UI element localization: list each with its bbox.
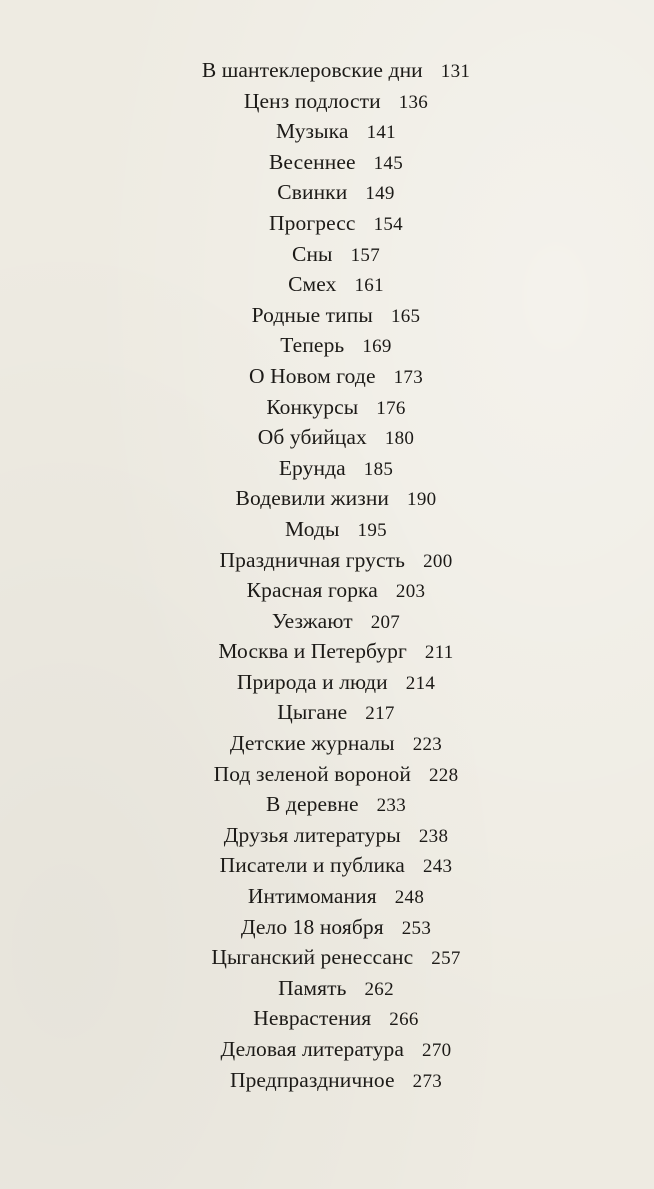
- toc-entry-page-number: 223: [412, 734, 443, 756]
- toc-entry-page-number: 262: [364, 978, 394, 1000]
- toc-entry: [9, 422, 654, 453]
- toc-entry: [9, 300, 654, 331]
- toc-entry: [9, 392, 654, 423]
- toc-entry-page-number: 238: [418, 825, 449, 847]
- toc-entry-title: Ценз подлости: [243, 88, 381, 113]
- toc-entry-title: Москва и Петербург: [218, 639, 407, 664]
- toc-entry-title: Предпраздничное: [229, 1067, 395, 1092]
- toc-entry-page-number: 145: [373, 152, 404, 174]
- toc-entry: [9, 759, 654, 790]
- toc-entry: [9, 575, 654, 606]
- toc-entry-title: Моды: [285, 516, 340, 541]
- toc-entry-title: Свинки: [277, 180, 348, 205]
- toc-entry: [9, 820, 654, 851]
- table-of-contents: [0, 55, 654, 1095]
- toc-entry: [9, 697, 654, 728]
- toc-entry-page-number: 203: [395, 581, 426, 603]
- toc-entry-title: Весеннее: [268, 149, 356, 174]
- toc-entry-title: Неврастения: [253, 1006, 372, 1031]
- toc-entry-title: Праздничная грусть: [219, 547, 406, 572]
- toc-entry: [9, 973, 654, 1004]
- toc-entry-page-number: 195: [357, 519, 387, 541]
- toc-entry-title: Друзья литературы: [223, 822, 401, 847]
- toc-entry-title: Прогресс: [269, 210, 356, 235]
- toc-entry-page-number: 233: [376, 795, 406, 817]
- toc-entry: [9, 86, 654, 117]
- toc-entry-title: Цыганский ренессанс: [211, 945, 414, 970]
- toc-entry: [9, 667, 654, 698]
- toc-entry-page-number: 248: [394, 887, 425, 909]
- toc-entry-title: Детские журналы: [229, 731, 395, 756]
- toc-entry-title: Сны: [292, 241, 333, 266]
- toc-entry-title: Теперь: [280, 333, 345, 358]
- toc-entry-page-number: 214: [405, 672, 436, 694]
- toc-entry-page-number: 149: [365, 183, 395, 205]
- toc-entry: [9, 850, 654, 881]
- toc-entry: [9, 116, 654, 147]
- toc-entry: [9, 239, 654, 270]
- toc-entry: [9, 514, 654, 545]
- toc-entry-title: В шантеклеровские дни: [201, 58, 423, 82]
- toc-entry-title: Интимомания: [247, 884, 377, 909]
- toc-entry: [9, 483, 654, 514]
- toc-entry-title: Водевили жизни: [235, 486, 390, 511]
- toc-entry: [9, 147, 654, 178]
- toc-entry-title: Конкурсы: [266, 394, 359, 419]
- toc-entry-page-number: 270: [422, 1040, 452, 1061]
- toc-entry: [9, 269, 654, 300]
- toc-entry-page-number: 217: [365, 703, 395, 725]
- toc-entry: [9, 208, 654, 239]
- toc-entry-page-number: 176: [376, 397, 406, 419]
- toc-entry-title: Красная горка: [246, 578, 378, 603]
- toc-entry: [9, 881, 654, 912]
- toc-entry-page-number: 253: [401, 917, 432, 939]
- toc-entry-title: Смех: [288, 272, 337, 297]
- toc-entry-page-number: 257: [431, 948, 461, 970]
- toc-entry: [9, 545, 654, 576]
- toc-entry-page-number: 207: [370, 611, 401, 633]
- toc-entry-title: Дело 18 ноября: [240, 914, 384, 939]
- toc-entry-title: В деревне: [266, 792, 359, 817]
- toc-entry-page-number: 266: [389, 1009, 419, 1031]
- toc-entry-title: О Новом годе: [248, 363, 376, 388]
- toc-entry-page-number: 131: [440, 61, 471, 82]
- toc-entry-title: Под зеленой вороной: [213, 761, 411, 786]
- toc-entry-page-number: 243: [422, 856, 453, 878]
- toc-entry-page-number: 180: [384, 428, 415, 450]
- toc-entry-page-number: 211: [424, 642, 454, 664]
- toc-entry-title: Природа и люди: [236, 669, 388, 694]
- toc-entry-title: Уезжают: [271, 608, 353, 633]
- toc-entry-page-number: 173: [393, 366, 423, 388]
- toc-entry-page-number: 165: [390, 305, 421, 327]
- toc-entry: [9, 1065, 654, 1096]
- toc-entry: [9, 453, 654, 484]
- toc-entry-page-number: 200: [423, 550, 453, 572]
- toc-entry-title: Родные типы: [251, 302, 373, 327]
- toc-entry-title: Память: [278, 975, 347, 1000]
- toc-entry-page-number: 228: [428, 764, 459, 786]
- toc-entry: [9, 177, 654, 208]
- toc-entry: [9, 361, 654, 392]
- toc-entry-page-number: 169: [362, 336, 392, 358]
- toc-entry-page-number: 154: [373, 213, 403, 235]
- toc-entry-title: Ерунда: [278, 455, 346, 480]
- toc-entry-page-number: 273: [412, 1070, 443, 1092]
- toc-entry-page-number: 136: [398, 91, 429, 113]
- toc-entry: [9, 55, 654, 86]
- toc-entry: [9, 606, 654, 637]
- toc-entry-title: Писатели и публика: [219, 853, 405, 878]
- toc-entry: [9, 728, 654, 759]
- toc-entry-page-number: 157: [350, 244, 380, 266]
- toc-entry-page-number: 161: [354, 275, 384, 297]
- toc-entry: [9, 912, 654, 943]
- toc-entry: [9, 1034, 654, 1065]
- toc-entry: [9, 789, 654, 820]
- toc-entry-title: Музыка: [276, 119, 349, 144]
- toc-entry-title: Цыгане: [277, 700, 348, 725]
- toc-entry-title: Об убийцах: [257, 425, 367, 450]
- toc-entry: [9, 1003, 654, 1034]
- toc-entry: [9, 636, 654, 667]
- toc-entry-page-number: 141: [366, 122, 396, 144]
- toc-entry-title: Деловая литература: [220, 1037, 405, 1061]
- toc-entry: [9, 942, 654, 973]
- toc-entry-page-number: 185: [363, 458, 394, 480]
- toc-entry: [9, 330, 654, 361]
- toc-entry-page-number: 190: [407, 489, 437, 511]
